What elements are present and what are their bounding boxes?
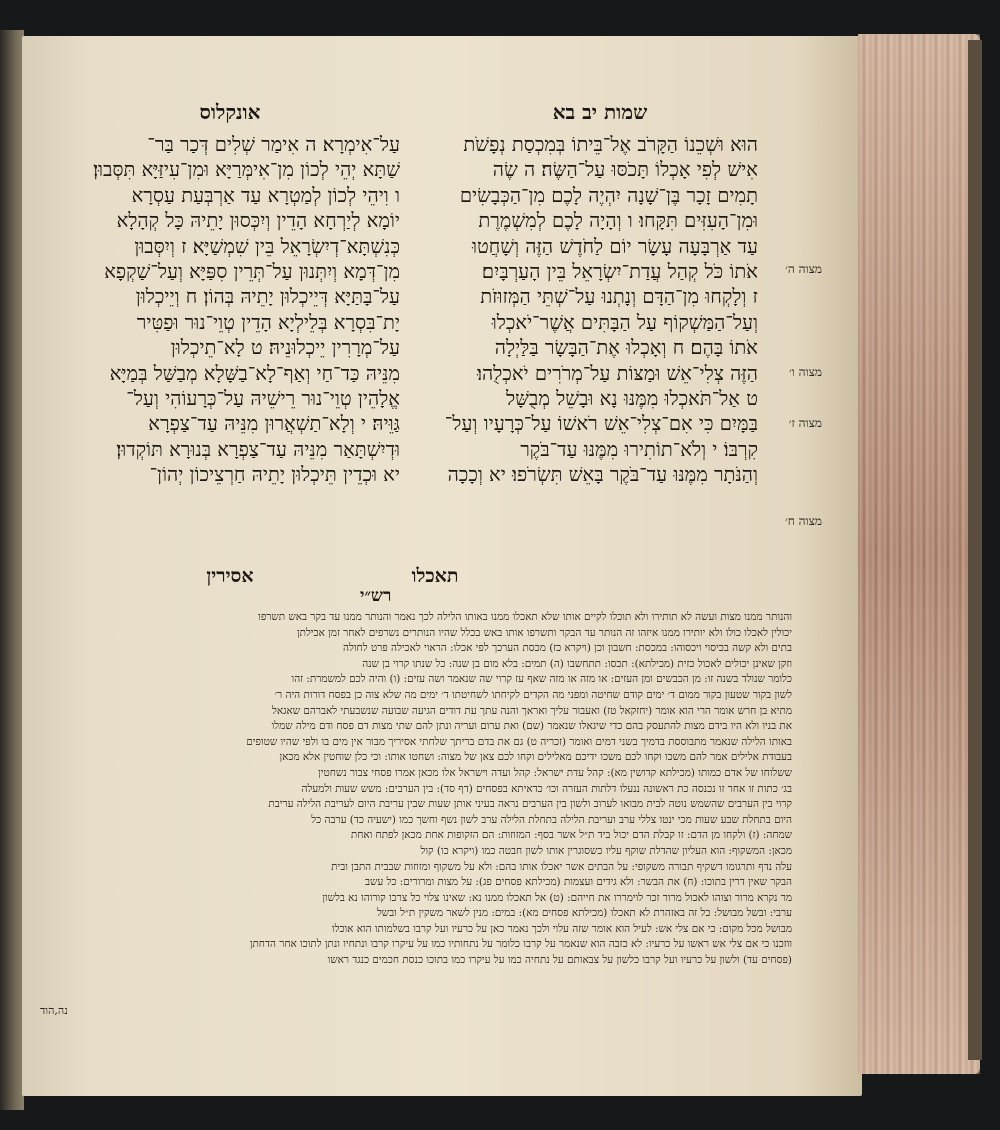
hebrew-line: ט אַל־תֹּאכְלוּ מִמֶּנּוּ נָא וּבָשֵׁל מְבֻשָּׁל	[506, 387, 758, 411]
rashi-line: מתיא בן חרש אומר הרי הוא אומר (יחזקאל טז) ואעבור עליך ואראך והנה עתך עת דודים הגיעה שבועה שנשבעתי לאברהם שאגאל	[271, 704, 792, 717]
onkelos-text-column	[40, 132, 400, 488]
hebrew-line: וְהַנֹּתָר מִמֶּנּוּ עַד־בֹּקֶר בָּאֵשׁ תִּשְׂרֹפוּ׃ יא וְכָכָה	[447, 463, 758, 487]
running-head-parsha: שמות יב בא	[552, 100, 648, 124]
margin-note-mitzvah: מצוה ו׳	[788, 365, 822, 379]
rashi-line: כלומר שנולד בשנה זו: מן הכבשים ומן העזים: או מזה או מזה שאף עז קרוי שה שנאמר ושה עזים: (ו) והיה לכם למשמרת: זהו	[291, 673, 792, 686]
rashi-line: ווזכנו כי אם צלי אש ראשו על כרעיו: לא כזבה הוא שנאמר על קרבו כלומר על נתחותיו כמו על עיקרו קרבו ונתחיו ונתן לתוכו אחר הדחתן	[249, 938, 792, 951]
rashi-line: וזקן שאינן יכולים לאכול כזית (מכילתא): תכסו: תתחשבו (ה) תמים: בלא מום בן שנה: כל שנתו קרוי בן שנה	[362, 657, 792, 670]
onkelos-line: אֱלָהֵין טְוֵי־נוּר רֵישֵׁיהּ עַל־כְּרָעוֹהִי וְעַל־	[126, 387, 400, 411]
rashi-line: מכאן: המשקוף: הוא העליון שהדלת שוקף עליו כשסוגרין אותו לשון חבטה כמו (ויקרא כו) קול	[420, 844, 792, 857]
onkelos-line: עַל־בָּתַּיָּא דְּיֵיכְלוּן יָתֵיהּ בְּהוֹן׃ ח וְיֵיכְלוּן	[135, 285, 400, 309]
rashi-line: לשון בקור שטעון בקור ממום ד׳ ימים קודם שחיטה ומפני מה הקדים לקיחתו לשחיטתו ד׳ ימים מה שלא צוה כן בפסח דורות היה ר׳	[274, 688, 792, 701]
rashi-line: ששלוחו של אדם כמותו (מכילתא קדושין מא): קהל עדת ישראל: קהל ועדה וישראל אלו מכאן אמרו פסחי צבור נשחטין	[318, 766, 792, 779]
rashi-line: בעבודת אלילים אמר להם משכו וקחו לכם משכו ידיכם מאלילים וקחו לכם צאן של מצוה: ושחטו אותו: וכי כלן שוחטין אלא מכאן	[279, 751, 792, 764]
rashi-line: יכולין לאכלו כולו ולא יותירו ממנו איזהו זה הנותר עד הבקר ותשרפו אותו באש בכלל שהיו הנותרים נשרפים לאחר זמן אכילתן	[296, 626, 792, 639]
onkelos-line: וּדְיִשְׁתָּאַר מִנֵּיהּ עַד־צַפְרָא בְּנוּרָא תּוֹקְדוּן׃	[116, 437, 400, 461]
rashi-line: עלה נדף ותרגומו דשקיף תבורה משקופי: על הבתים אשר יאכלו אותו בהם: ולא על משקוף ומזוזות שבבית התבן ובית	[331, 860, 792, 873]
rashi-line: (פסחים עד) ולשון על כרעיו ועל קרבו כלשון על צבאותם על נתחיה כמו על עיקרו כמו בתוכו כנסת חכמים כנגד ראשו	[327, 954, 792, 967]
margin-note-mitzvah: מצוה ח׳	[784, 514, 822, 528]
onkelos-line: מִנֵּיהּ כַּד־חַי וְאַף־לָא־בַשָּׁלָא מְבַשַּׁל בְּמַיָּא	[109, 361, 400, 385]
hebrew-line: הַזֶּה צְלִי־אֵשׁ וּמַצּוֹת עַל־מְרֹרִים יֹאכְלֻהוּ׃	[476, 361, 758, 385]
rashi-line: שמחה: (ז) ולקחו מן הדם: זו קבלת הדם יכול ביד ת״ל אשר בסף: המזוזות: הם הזקופות אחת מכאן לפתח ואחת	[350, 829, 792, 842]
hebrew-line: אֹתוֹ בָּהֶם׃ ח וְאָכְלוּ אֶת־הַבָּשָׂר בַּלַּיְלָה	[494, 336, 758, 360]
onkelos-line: כְּנִשְׁתָּא־דְיִשְׂרָאֵל בֵּין שִׁמְשַׁיָּא׃ ז וְיִסְּבוּן	[134, 234, 400, 258]
left-page-edge	[0, 30, 24, 1110]
book-cover-edge	[968, 40, 982, 1060]
onkelos-line: שַׁתָּא יְהֵי לְכוֹן מִן־אִימְּרַיָּא וּמִן־עִיזַּיָּא תִּסְּבוּן׃	[93, 158, 400, 182]
rashi-heading: רש״י	[360, 586, 392, 606]
rashi-line: מבושל מכל מקום: כי אם צלי אש: לעיל הוא אומר שזה עלוי ולכך נאמר כאן על כרעיו ועל קרבו בשלמותו הוא אוכלו	[331, 922, 792, 935]
rashi-line: קרוי בין הערבים שהשמש נוטה לבית מבואו לערוב ולשון בין הערבים נראה בעיני אותן שעות שבין עריבת היום לעריבת הלילה עריבת	[268, 798, 792, 811]
onkelos-line: יא וּכְדֵין תֵּיכְלוּן יָתֵיהּ חַרְצֵיכוֹן יְהוֹן־	[149, 463, 400, 487]
hebrew-text-column	[415, 132, 758, 488]
hebrew-line: עַד אַרְבָּעָה עָשָׂר יוֹם לַחֹדֶשׁ הַזֶּה וְשָׁחֲטוּ	[471, 234, 758, 258]
onkelos-line: מִן־דְּמָא וְיִתְּנוּן עַל־תְּרֵין סִפַּיָּא וְעַל־שַׁקְפָא	[104, 260, 400, 284]
onkelos-line: יָת־בִּסְרָא בְּלֵילְיָא הָדֵין טְוֵי־נוּר וּפַטִּיר	[136, 310, 400, 334]
margin-notes	[762, 0, 822, 1130]
rashi-line: ערבי: ובשל מבושל: כל זה באזהרת לא תאכלו (מכילתא פסחים מא): במים: מנין לשאר משקין ת״ל ובשל	[376, 907, 792, 920]
hebrew-line: קִרְבּוֹ׃ י וְלֹא־תוֹתִירוּ מִמֶּנּוּ עַד־בֹּקֶר	[520, 437, 758, 461]
hebrew-line: הוּא וּשְׁכֵנוֹ הַקָּרֹב אֶל־בֵּיתוֹ בְּמִכְסַת נְפָשֹׁת	[463, 133, 758, 156]
onkelos-line: גַּוֵּיהּ׃ י וְלָא־תַשְׁאֲרוּן מִנֵּיהּ עַד־צַפְרָא	[148, 412, 400, 436]
onkelos-line: ו וִיהֵי לְכוֹן לְמַטְרָא עַד אַרְבְּעַת עַסְרָא	[131, 183, 400, 207]
rashi-line: באותו הלילה שנאמר מתבוססת בדמיך בשני דמים ואומר (זכריה ט) גם את בדם בריתך שלחתי אסיריך מבור אין מים בו ולפי שהיו שטופים	[246, 735, 792, 748]
rashi-commentary	[40, 610, 792, 969]
hebrew-line: וּמִן־הָעִזִּים תִּקָּחוּ׃ ו וְהָיָה לָכֶם לְמִשְׁמֶרֶת	[478, 209, 758, 233]
rashi-line: והנותר ממנו מצות ועשה לא תותירו ולא תוכלו לקיים אותו שלא תאכלו ממנו באותו הלילה לכך נאמר והנותר ממנו עד בקר באש תשרפו	[258, 611, 792, 623]
hebrew-line: אֹתוֹ כֹּל קְהַל עֲדַת־יִשְׂרָאֵל בֵּין הָעַרְבָּיִם׃	[481, 260, 758, 284]
running-head-onkelos: אונקלוס	[199, 100, 261, 124]
rashi-line: הבקר שאין דרין בתוכו: (ח) את הבשר: ולא גידים ועצמות (מכילתא פסחים פג): על מצות ומרורים: כל עשב	[364, 876, 792, 889]
hebrew-line: ז וְלָקְחוּ מִן־הַדָּם וְנָתְנוּ עַל־שְׁתֵּי הַמְּזוּזֹת	[480, 285, 758, 309]
rashi-line: מר נקרא מרור וצוהו לאכול מרור זכר לוימררו את חייהם: (ט) אל תאכלו ממנו נא: שאינו צלוי כל צרכו קורוהו נא בלשון	[322, 891, 792, 904]
onkelos-line: יוֹמָא לְיַרְחָא הָדֵין וְיִכְּסוּן יָתֵיהּ כָּל קְהָלָא	[116, 209, 400, 233]
rashi-line: את בניו ולא היו בידם מצות להתעסק בהם כדי שיגאלו שנאמר (שם) ואת ערום ועריה ונתן להם שתי מצות דם פסח ודם מילה שמלו	[271, 720, 792, 733]
hebrew-line: אִישׁ לְפִי אָכְלוֹ תָּכֹסּוּ עַל־הַשֶּׂה׃ ה שֶׂה	[492, 158, 758, 182]
onkelos-line: עַל־מְרָרִין יֵיכְלוּנֵיהּ׃ ט לָא־תֵיכְלוּן	[170, 336, 400, 360]
catchword-onkelos: אסירין	[206, 565, 254, 587]
page-signature: נה,הוד	[40, 1004, 68, 1017]
margin-note-mitzvah: מצוה ז׳	[788, 416, 822, 430]
margin-note-mitzvah: מצוה ה׳	[785, 262, 822, 276]
hebrew-line: בַּמָּיִם כִּי אִם־צְלִי־אֵשׁ רֹאשׁוֹ עַל־כְּרָעָיו וְעַל־	[444, 412, 758, 436]
rashi-line: היום בתחלת שבע שעות מכי ינטו צללי ערב ועריבת הלילה בתחלת הלילה ערב לשון נשף וחשך כמו (ישעיה כד) ערבה כל	[311, 813, 792, 826]
rashi-line: בג׳ כתות זו אחר זו נכנסה כת ראשונה ננעלו דלתות העזרה וכו׳ כדאיתא בפסחים (דף סד): בין הערבים: משש שעות ולמעלה	[301, 782, 792, 795]
hebrew-line: תָמִים זָכָר בֶּן־שָׁנָה יִהְיֶה לָכֶם מִן־הַכְּבָשִׂים	[459, 183, 758, 207]
onkelos-line: עַל־אִימְרָא׃ ה אִימַר שְׁלִים דְּכַר בַּר־	[147, 133, 400, 156]
hebrew-line: וְעַל־הַמַּשְׁקוֹף עַל הַבָּתִּים אֲשֶׁר־יֹאכְלוּ	[491, 310, 758, 334]
rashi-line: בתים ולא קשה בכיסוי ויכסוהו: במכסת: חשבון וכן (ויקרא כז) מכסת הערכך לפי אכלו: הראוי לאכילה פרט לחולה	[343, 642, 792, 655]
catchword-hebrew: תאכלו	[411, 565, 459, 587]
page-edges	[858, 34, 980, 1074]
